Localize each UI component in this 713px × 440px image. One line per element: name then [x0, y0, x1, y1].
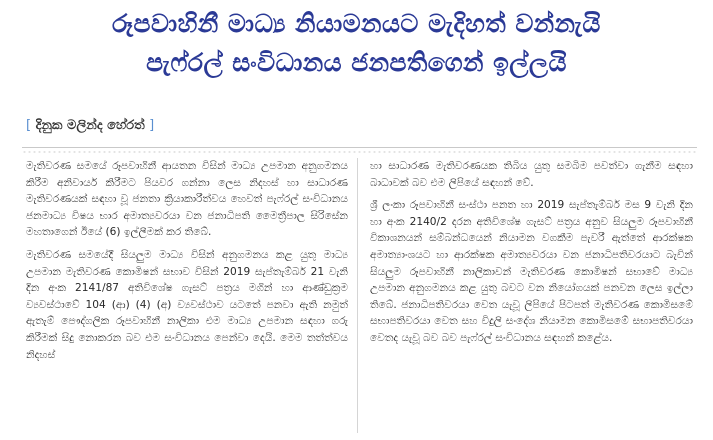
- section-divider-dots: [22, 150, 697, 154]
- article-paragraph: හා සාධාරණ මැතිවරණයක තිබිය යුතු සමබිම පවත්වා ගැනීම සඳහා බාධාවක් බව එම ලිපියේ සඳහන් වේ.: [370, 160, 693, 189]
- column-divider: [357, 158, 358, 433]
- article-paragraph: ශ්‍රී ලංකා රූපවාහිනී සංස්ථා පනත හා 2019 සැප්තැම්බර් මස 9 වැනි දින හා අංක 2140/2 දරන අතිවිශේෂ ගැසට් පත්‍රය අනුව සියලුම රූපවාහිනී විකාශනයන් සම්බන්ධයෙන් නියාමන වගකීම පැවරී ඇත්තේ ආරක්ෂක අමාත්‍යාංශයට හා ආරක්ෂක අමාත්‍යවරයා වන ජනාධිපතිවරයාට බැවින් සියලුම රූපවාහිනී නාලිකාවන් මැතිවරණ කොමිෂන් සභාවේ මාධ්‍ය උපමාන අනුගමනය කළ යුතු බවට වන නියෝගයක් පනවන ලෙස ඉල්ලා තිබේ. ජනාධිපතිවරයා වෙත යැවූ ලිපියේ පිටපත් මැතිවරණ කොමිසමේ සභාපතිවරයා වෙත සහ විදුලි සංදේශ නියාමන කොමිසමේ සභාපතිවරයා වෙතද යැවූ බව බව පැෆ්රල් සංවිධානය සඳහන් කළේය.: [370, 199, 693, 344]
- article-column-right: [370, 158, 693, 353]
- article-paragraph: මැතිවරණ සමයේදී සියලුම මාධ්‍ය විසින් අනුගමනය කළ යුතු මාධ්‍ය උපමාන මැතිවරණ කොමිෂන් සභාව විසින් 2019 සැප්තැම්බර් 21 වැනි දින අංක 2141/87 අතිවිශේෂ ගැසට් පත්‍රය මගින් හා ආණ්ඩුක්‍රම ව්‍යවස්ථාවේ 104 (ආ) (4) (අ) ව්‍යවස්ථාව යටතේ පනවා ඇති නමුත් ඇතැම් පෞද්ගලික රූපවාහිනී නාලිකා එම මාධ්‍ය උපමාන සඳහා ගරු කිරීමක් සිදු නොකරන බව එම සංවිධානය පෙන්වා දෙයි. මෙම තත්ත්වය නිදහස්: [26, 248, 348, 361]
- article-column-left: [26, 158, 348, 369]
- byline: [26, 118, 154, 133]
- byline-close-bracket: ]: [149, 118, 155, 133]
- headline: [0, 8, 713, 80]
- headline-line-1: රූපවාහිනී මාධ්‍ය නියාමනයට මැදිහත් වන්නැයි: [112, 9, 601, 38]
- article-paragraph: මැතිවරණ සමයේ රූපවාහිනී ආයතන විසින් මාධ්‍ය උපමාන අනුගමනය කිරීම අනිවාර්ය කිරීමට පියවර ගන්නා ලෙස නිදහස් හා සාධාරණ මැතිවරණයක් සඳහා වූ ජනතා ක්‍රියාකාරීත්වය හෙවත් පැෆ්රල් සංවිධානය ජනමාධ්‍ය විෂය භාර අමාත්‍යවරයා වන ජනාධිපති මෛත්‍රීපාල සිරිසේන මහතාගෙන් ඊයේ (6) ඉල්ලීමක් කර තිබේ.: [26, 160, 348, 239]
- headline-line-2: පැෆ්රල් සංවිධානය ජනපතිගෙන් ඉල්ලයි: [146, 48, 567, 77]
- byline-open-bracket: [: [26, 118, 32, 133]
- section-divider-line: [22, 147, 697, 148]
- byline-author: දිනුක මලින්ද හේරත්: [35, 118, 145, 133]
